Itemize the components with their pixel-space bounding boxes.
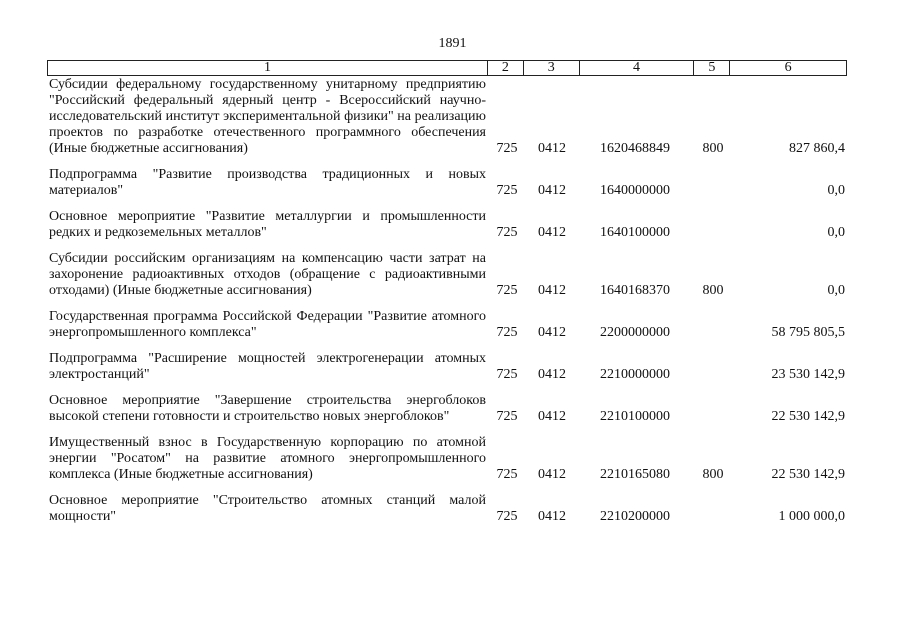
row-name: Основное мероприятие "Завершение строительства энергоблоков высокой степени готовности и строительство новых энергоблоков" — [49, 393, 486, 424]
row-name: Подпрограмма "Расширение мощностей электрогенерации атомных электростанций" — [49, 351, 486, 382]
row-amount: 23 530 142,9 — [771, 367, 845, 382]
row-ministry-code: 725 — [496, 225, 518, 240]
row-ministry-code: 725 — [496, 367, 518, 382]
table-row — [47, 435, 847, 483]
row-section-code: 0412 — [538, 141, 566, 156]
row-ministry-code: 725 — [496, 409, 518, 424]
table-row — [47, 309, 847, 341]
table-body — [47, 76, 847, 525]
row-target-code: 2210200000 — [600, 509, 670, 524]
header-col-6: 6 — [784, 60, 792, 75]
row-name: Субсидии федеральному государственному унитарному предприятию "Российский федеральный ядерный центр - Всероссийский научно-исследовательский институт экспериментальной физики" на реализацию проектов по разработке отечественного программного обеспечения (Иные бюджетные ассигнования) — [49, 77, 486, 156]
row-amount: 22 530 142,9 — [771, 467, 845, 482]
row-expense-code: 800 — [702, 141, 724, 156]
row-name: Субсидии российским организациям на компенсацию части затрат на захоронение радиоактивных отходов (обращение с радиоактивными отходами) (Иные бюджетные ассигнования) — [49, 251, 486, 298]
row-ministry-code: 725 — [496, 283, 518, 298]
header-col-1: 1 — [48, 61, 488, 75]
row-name: Государственная программа Российской Федерации "Развитие атомного энергопромышленного комплекса" — [49, 309, 486, 340]
row-amount: 0,0 — [827, 283, 845, 298]
row-ministry-code: 725 — [496, 509, 518, 524]
row-name: Основное мероприятие "Строительство атомных станций малой мощности" — [49, 493, 486, 524]
row-target-code: 1640168370 — [600, 283, 670, 298]
row-target-code: 1640000000 — [600, 183, 670, 198]
row-target-code: 2210000000 — [600, 367, 670, 382]
row-section-code: 0412 — [538, 183, 566, 198]
row-section-code: 0412 — [538, 467, 566, 482]
row-section-code: 0412 — [538, 225, 566, 240]
row-target-code: 1640100000 — [600, 225, 670, 240]
row-amount: 0,0 — [827, 183, 845, 198]
table-row — [47, 77, 847, 157]
row-amount: 22 530 142,9 — [771, 409, 845, 424]
table-row — [47, 209, 847, 241]
table-row — [47, 251, 847, 299]
header-col-3: 3 — [524, 61, 580, 75]
table-row — [47, 351, 847, 383]
row-name: Подпрограмма "Развитие производства традиционных и новых материалов" — [49, 167, 486, 198]
header-col-2: 2 — [488, 61, 524, 75]
row-ministry-code: 725 — [496, 141, 518, 156]
row-expense-code: 800 — [702, 283, 724, 298]
row-amount: 827 860,4 — [789, 141, 845, 156]
table-row — [47, 167, 847, 199]
row-section-code: 0412 — [538, 325, 566, 340]
row-amount: 0,0 — [827, 225, 845, 240]
row-ministry-code: 725 — [496, 183, 518, 198]
row-section-code: 0412 — [538, 367, 566, 382]
row-amount: 58 795 805,5 — [771, 325, 845, 340]
row-expense-code: 800 — [702, 467, 724, 482]
page-number: 1891 — [438, 36, 467, 51]
row-amount: 1 000 000,0 — [778, 509, 845, 524]
budget-table — [47, 60, 847, 535]
table-row — [47, 393, 847, 425]
table-header — [47, 60, 847, 76]
header-col-5: 5 — [694, 61, 730, 75]
row-ministry-code: 725 — [496, 467, 518, 482]
row-section-code: 0412 — [538, 283, 566, 298]
row-target-code: 2210100000 — [600, 409, 670, 424]
row-target-code: 1620468849 — [600, 141, 670, 156]
header-col-4: 4 — [580, 61, 695, 75]
row-target-code: 2200000000 — [600, 325, 670, 340]
table-row — [47, 493, 847, 525]
row-section-code: 0412 — [538, 409, 566, 424]
row-name: Имущественный взнос в Государственную корпорацию по атомной энергии "Росатом" на развитие атомного энергопромышленного комплекса (Иные бюджетные ассигнования) — [49, 435, 486, 482]
row-target-code: 2210165080 — [600, 467, 670, 482]
row-ministry-code: 725 — [496, 325, 518, 340]
row-section-code: 0412 — [538, 509, 566, 524]
row-name: Основное мероприятие "Развитие металлургии и промышленности редких и редкоземельных металлов" — [49, 209, 486, 240]
